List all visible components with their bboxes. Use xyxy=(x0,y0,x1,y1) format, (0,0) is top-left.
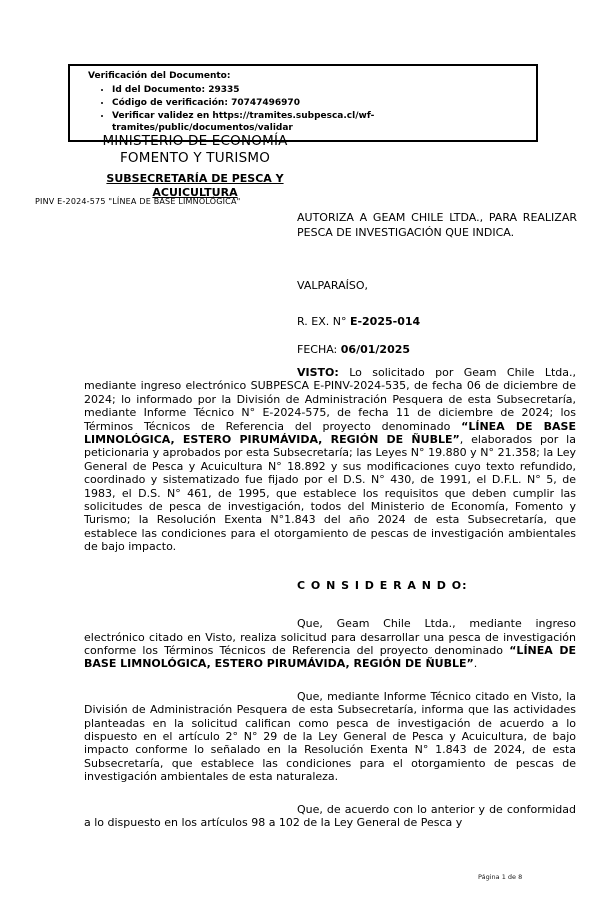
verification-list xyxy=(76,84,530,134)
verification-box xyxy=(68,64,538,142)
resolution-title: AUTORIZA A GEAM CHILE LTDA., PARA REALIZAR PESCA DE INVESTIGACIÓN QUE INDICA. xyxy=(297,211,577,239)
considerando-paragraph-2: Que, mediante Informe Técnico citado en Visto, la División de Administración Pesquera de esta Subsecretaría, informa que las actividades planteadas en la solicitud califican como pesca de investigación de acuerdo a lo dispuesto en el artículo 2° N° 29 de la Ley General de Pesca y Acuicultura, de bajo impacto conforme lo señalado en la Resolución Exenta N° 1.843 de 2024, de esta Subsecretaría, que establece las condiciones para el otorgamiento de pescas de investigación ambientales de esta naturaleza. xyxy=(84,689,576,784)
ministry-name xyxy=(30,133,360,167)
verification-title: Verificación del Documento: xyxy=(88,71,231,81)
verification-item-document-id: • Id del Documento: 29335 xyxy=(112,84,530,96)
resolution-date-value: 06/01/2025 xyxy=(340,343,411,356)
considerando-heading: C O N S I D E R A N D O: xyxy=(297,578,468,592)
document-body xyxy=(84,366,576,829)
project-reference: PINV E-2024-575 "LÍNEA DE BASE LIMNOLÓGICA" xyxy=(35,197,241,206)
resolution-number-value: E-2025-014 xyxy=(349,315,421,328)
subsecretaria-line1: SUBSECRETARÍA DE PESCA Y xyxy=(106,172,284,185)
subsecretaria-name xyxy=(30,172,360,200)
city-line: VALPARAÍSO, xyxy=(297,279,369,292)
ministry-line1: MINISTERIO DE ECONOMÍA xyxy=(102,133,288,149)
considerando-paragraph-1 xyxy=(84,617,576,671)
visto-text-1: Lo solicitado por Geam Chile Ltda., mediante ingreso electrónico SUBPESCA E-PINV-2024-535, de fecha 06 de diciembre de 2024; lo informado por la División de Administración Pesquera de esta Subsecretaría, mediante Informe Técnico N° E-2024-575, de fecha 11 de diciembre de 2024; los Términos Técnicos de Referencia del proyecto denominado xyxy=(84,366,576,433)
considerando-p1-text-1: Que, Geam Chile Ltda., mediante ingreso electrónico citado en Visto, realiza solicitud para desarrollar una pesca de investigación conforme los Términos Técnicos de Referencia del proyecto denominado xyxy=(84,617,576,657)
resolution-number xyxy=(297,315,420,328)
resolution-date-label: FECHA: xyxy=(297,343,341,356)
subsecretaria-line2: ACUICULTURA xyxy=(152,186,238,199)
verification-item-url: • Verificar validez en https://tramites.subpesca.cl/wf-tramites/public/documentos/validar xyxy=(112,110,530,134)
page-indicator: Página 1 de 8 xyxy=(478,873,523,881)
resolution-number-label: R. EX. N° xyxy=(297,315,350,328)
resolution-date xyxy=(297,343,410,356)
considerando-p1-project-name: “LÍNEA DE BASE LIMNOLÓGICA, ESTERO PIRUMÁVIDA, REGIÓN DE ÑUBLE” xyxy=(84,643,576,671)
visto-text-2: , elaborados por la peticionaria y aprobados por esta Subsecretaría; las Leyes N° 19.880 y N° 21.358; la Ley General de Pesca y Acuicultura N° 18.892 y sus modificaciones cuyo texto refundido, coordinado y sistematizado fue fijado por el D.S. N° 430, de 1991, el D.F.L. N° 5, de 1983, el D.S. N° 461, de 1995, que establece los requisitos que deben cumplir las solicitudes de pesca de investigación, todos del Ministerio de Economía, Fomento y Turismo; la Resolución Exenta N°1.843 del año 2024 de esta Subsecretaría, que establece las condiciones para el otorgamiento de pescas de investigación ambientales de bajo impacto. xyxy=(84,433,576,554)
visto-label: VISTO: xyxy=(297,366,339,379)
ministry-line2: FOMENTO Y TURISMO xyxy=(119,150,271,166)
considerando-p1-text-2: . xyxy=(473,657,478,671)
letterhead xyxy=(30,133,360,200)
considerando-paragraph-3: Que, de acuerdo con lo anterior y de conformidad a lo dispuesto en los artículos 98 a 102 de la Ley General de Pesca y xyxy=(84,802,576,829)
verification-item-code: • Código de verificación: 70747496970 xyxy=(112,97,530,109)
visto-paragraph xyxy=(84,366,576,554)
visto-project-name: “LÍNEA DE BASE LIMNOLÓGICA, ESTERO PIRUMÁVIDA, REGIÓN DE ÑUBLE” xyxy=(84,419,576,447)
